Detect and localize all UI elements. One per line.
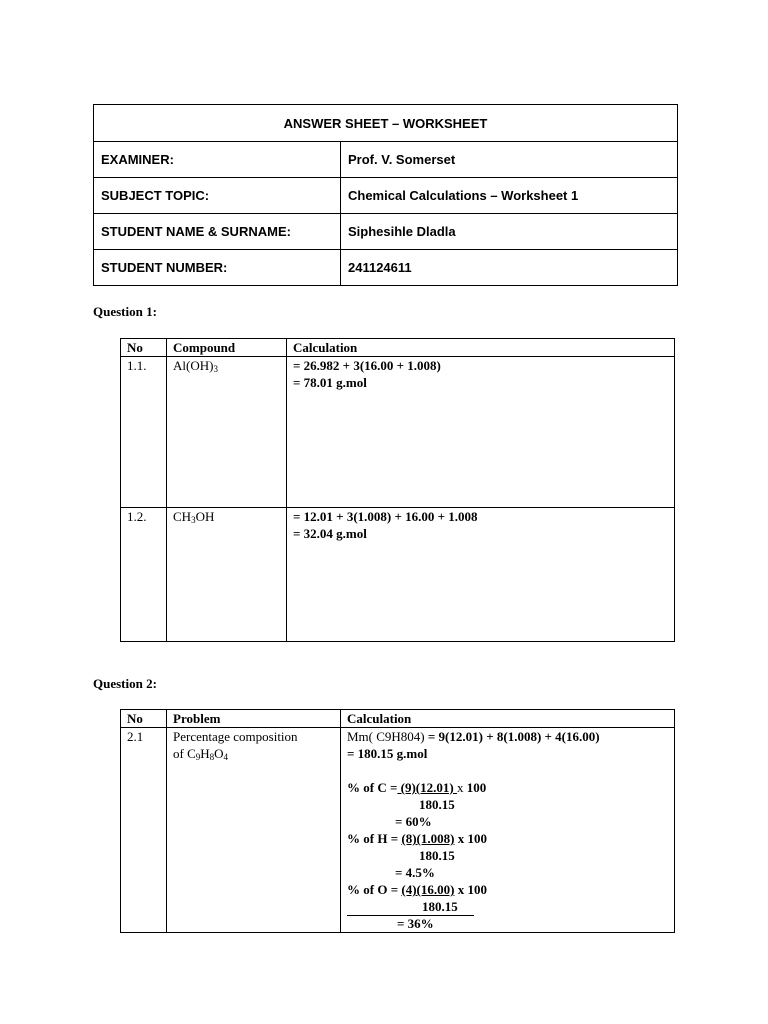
subject-topic-label: SUBJECT TOPIC: xyxy=(94,178,341,214)
q1-row1-no: 1.1. xyxy=(121,357,167,508)
table-row xyxy=(121,357,675,508)
q2-row1-calculation: Mm( C9H804) = 9(12.01) + 8(1.008) + 4(16.00) = 180.15 g.mol % of C = (9)(12.01) x 100 180.15 = 60% % of H = (8)(1.008) x 100 180.15 = 4.5% % of O = (4)(16.00) x 100 180.15 = 36% xyxy=(341,728,675,933)
student-name-value: Siphesihle Dladla xyxy=(341,214,678,250)
student-number-label: STUDENT NUMBER: xyxy=(94,250,341,286)
q1-row2-no: 1.2. xyxy=(121,508,167,642)
student-name-label: STUDENT NAME & SURNAME: xyxy=(94,214,341,250)
q2-row1-problem: Percentage composition of $C_9H_8O_4$ xyxy=(167,728,341,933)
q2-row1-no: 2.1 xyxy=(121,728,167,933)
question-1-heading: Question 1: xyxy=(93,304,157,319)
question-2-heading: Question 2: xyxy=(93,676,157,691)
molar-mass-label: Mm( C9H804) xyxy=(347,729,425,744)
subject-topic-value: Chemical Calculations – Worksheet 1 xyxy=(341,178,678,214)
q1-row2-compound: $CH_3OH$ xyxy=(167,508,287,642)
student-number-value: 241124611 xyxy=(341,250,678,286)
table-row xyxy=(121,508,675,642)
q2-col-no: No xyxy=(121,710,167,728)
q2-col-problem: Problem xyxy=(167,710,341,728)
q2-col-calculation: Calculation xyxy=(341,710,675,728)
q1-col-no: No xyxy=(121,339,167,357)
q1-row1-calculation: = 26.982 + 3(16.00 + 1.008) = 78.01 g.mol xyxy=(287,357,675,508)
q1-row1-compound: $Al(OH)_3$ xyxy=(167,357,287,508)
q1-row2-calculation: = 12.01 + 3(1.008) + 16.00 + 1.008 = 32.04 g.mol xyxy=(287,508,675,642)
question-1-table xyxy=(120,338,675,642)
examiner-label: EXAMINER: xyxy=(94,142,341,178)
fraction-rule xyxy=(347,915,474,916)
examiner-value: Prof. V. Somerset xyxy=(341,142,678,178)
question-2-table xyxy=(120,709,675,933)
answer-sheet-title: ANSWER SHEET – WORKSHEET xyxy=(94,105,678,142)
q1-col-compound: Compound xyxy=(167,339,287,357)
header-info-table xyxy=(93,104,678,286)
table-row xyxy=(121,728,675,933)
q1-col-calculation: Calculation xyxy=(287,339,675,357)
